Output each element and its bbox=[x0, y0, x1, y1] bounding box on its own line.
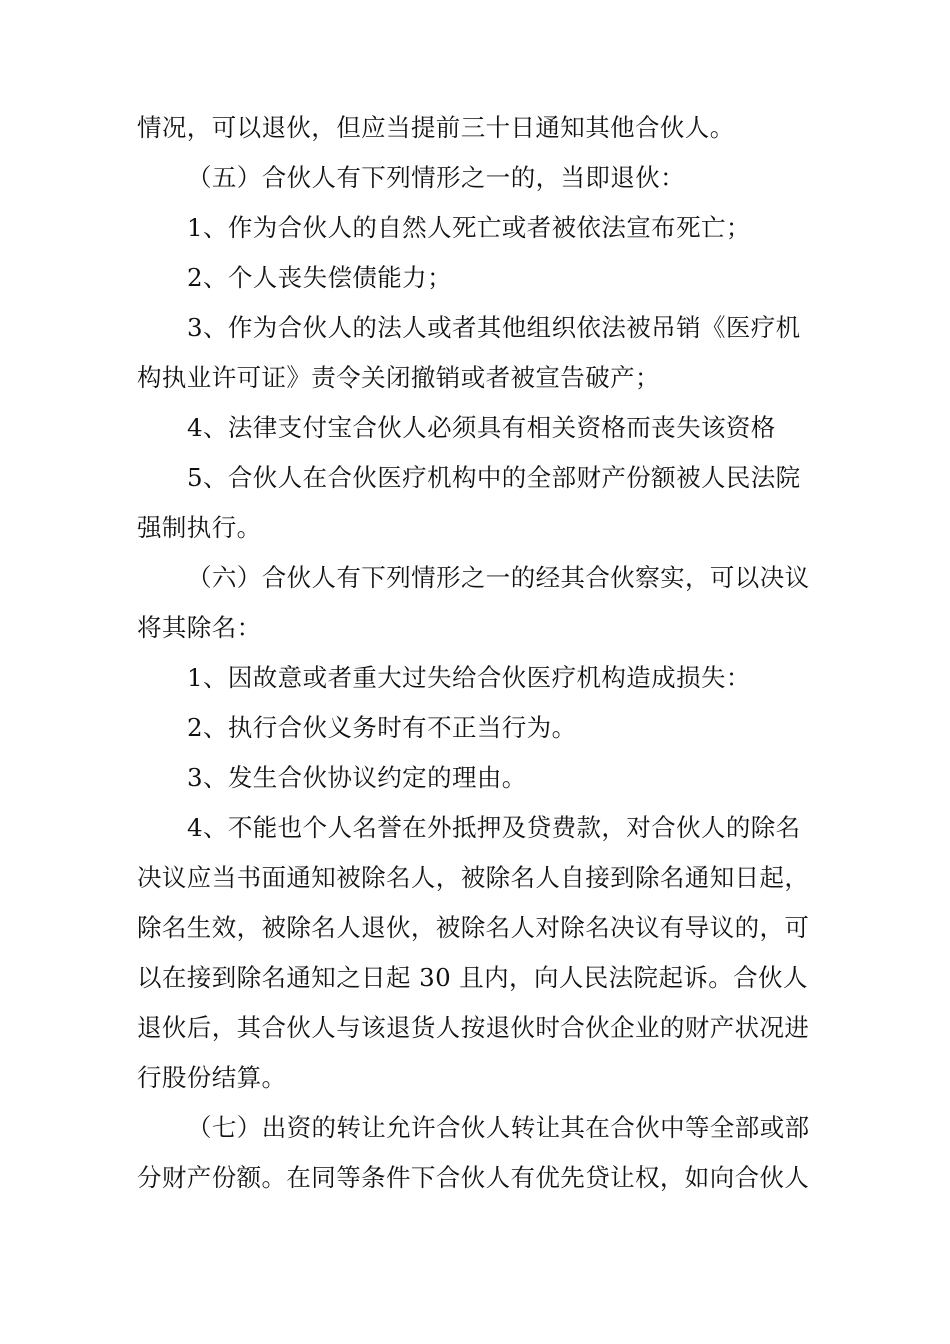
list-item: 1、因故意或者重大过失给合伙医疗机构造成损失： bbox=[187, 663, 751, 692]
list-item: 3、发生合伙协议约定的理由。 bbox=[187, 763, 527, 792]
paragraph-line: 分财产份额。在同等条件下合伙人有优先贷让权，如向合伙人 bbox=[137, 1163, 810, 1192]
section-heading-six: （六）合伙人有下列情形之一的经其合伙察实，可以决议 bbox=[187, 563, 810, 592]
list-item: 1、作为合伙人的自然人死亡或者被依法宣布死亡； bbox=[187, 213, 751, 242]
list-item: 4、法律支付宝合伙人必须具有相关资格而丧失该资格 bbox=[187, 413, 776, 442]
list-item: 2、个人丧失偿债能力； bbox=[187, 263, 452, 292]
paragraph-line: 退伙后，其合伙人与该退货人按退伙时合伙企业的财产状况进 bbox=[137, 1013, 810, 1042]
list-item: 5、合伙人在合伙医疗机构中的全部财产份额被人民法院 bbox=[187, 463, 801, 492]
paragraph-line: 决议应当书面通知被除名人，被除名人自接到除名通知日起， bbox=[137, 863, 810, 892]
list-item: 3、作为合伙人的法人或者其他组织依法被吊销《医疗机 bbox=[187, 313, 801, 342]
list-item: 4、不能也个人名誉在外抵押及贷费款，对合伙人的除名 bbox=[187, 813, 801, 842]
paragraph-line: 强制执行。 bbox=[137, 513, 262, 542]
section-heading-five: （五）合伙人有下列情形之一的，当即退伙： bbox=[187, 163, 685, 192]
paragraph-line: 将其除名： bbox=[137, 613, 262, 642]
paragraph-line: 除名生效，被除名人退伙，被除名人对除名决议有导议的，可 bbox=[137, 913, 810, 942]
section-heading-seven: （七）出资的转让允许合伙人转让其在合伙中等全部或部 bbox=[187, 1113, 810, 1142]
paragraph-line: 构执业许可证》责令关闭撤销或者被宣告破产； bbox=[137, 363, 660, 392]
paragraph-line: 以在接到除名通知之日起 30 且内，向人民法院起诉。合伙人 bbox=[137, 963, 808, 992]
paragraph-line: 情况，可以退伙，但应当提前三十日通知其他合伙人。 bbox=[137, 113, 735, 142]
list-item: 2、执行合伙义务时有不正当行为。 bbox=[187, 713, 577, 742]
paragraph-line: 行股份结算。 bbox=[137, 1063, 287, 1092]
